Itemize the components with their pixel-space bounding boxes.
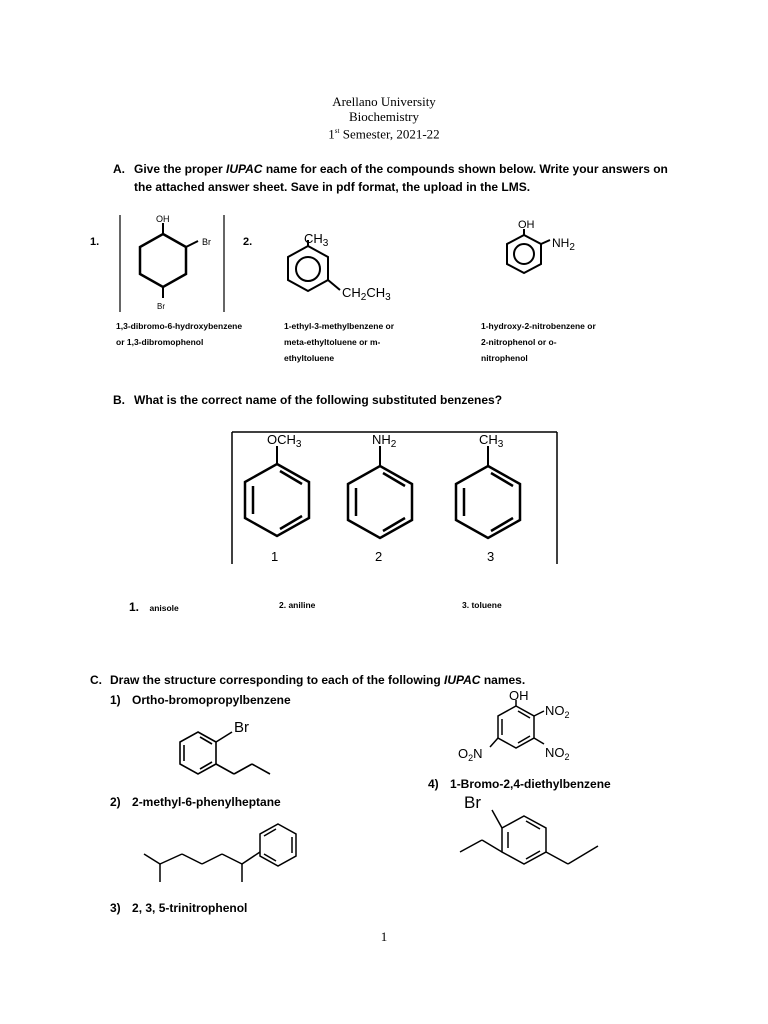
structure-c2	[138, 818, 308, 894]
section-a-text-1: Give the proper	[134, 162, 227, 176]
section-b-letter: B.	[113, 393, 125, 407]
c3-no2-top-label: $NO_2$	[545, 703, 570, 720]
header-course: Biochemistry	[348, 109, 420, 124]
item-c1	[110, 691, 291, 709]
item-c1-num: 1)	[110, 693, 121, 707]
structure-a3	[494, 214, 604, 288]
b2-number: 2	[375, 549, 383, 564]
answer-a3	[481, 318, 596, 366]
item-c3-name: 2, 3, 5-trinitrophenol	[132, 901, 248, 915]
answer-a2-line3: ethyltoluene	[284, 353, 335, 363]
a1-br-right-label: Br	[202, 237, 211, 247]
a2-ch3-label: $CH_3$	[304, 231, 329, 249]
semester-sup: st	[334, 127, 340, 135]
answer-a3-line1: 1-hydroxy-2-nitrobenzene or	[481, 321, 596, 331]
section-b-question: What is the correct name of the following substituted benzenes?	[134, 393, 503, 407]
b1-och3-label: $OCH_3$	[267, 432, 302, 450]
section-a-letter: A.	[113, 162, 125, 176]
b2-nh2-label: $NH_2$	[372, 432, 397, 450]
c3-no2-bottom-label: $NO_2$	[545, 745, 570, 762]
item-c1-name: Ortho-bromopropylbenzene	[132, 693, 291, 707]
section-c-text-1: Draw the structure corresponding to each of the following	[110, 673, 445, 687]
structure-c4	[452, 792, 612, 872]
item-c3-num: 3)	[110, 901, 121, 915]
structure-c3	[454, 690, 594, 776]
item-c2-name: 2-methyl-6-phenylheptane	[132, 795, 281, 809]
section-a-text-line2: the attached answer sheet. Save in pdf format, the upload in the LMS.	[134, 180, 531, 194]
answer-a3-line2: 2-nitrophenol or o-	[481, 337, 557, 347]
header-university: Arellano University	[332, 94, 436, 109]
item-a1-number: 1.	[90, 236, 100, 248]
c1-br-label: Br	[234, 719, 249, 736]
a2-ch2ch3-label: $CH_2CH_3$	[342, 285, 391, 303]
item-c4	[428, 775, 611, 793]
item-c2	[110, 793, 281, 811]
structure-a2	[280, 226, 420, 310]
answer-b3: 3. toluene	[462, 600, 502, 610]
item-a2-number: 2.	[243, 236, 253, 248]
answer-b1	[129, 598, 179, 616]
section-a-text-2: name for each of the compounds shown below. Write your answers on	[262, 162, 668, 176]
section-a-question	[134, 160, 714, 196]
answer-b1-num: 1.	[129, 600, 140, 614]
answer-a2	[284, 318, 394, 366]
b1-number: 1	[271, 549, 279, 564]
item-c3	[110, 899, 247, 917]
c3-o2n-label: $O_2N$	[458, 746, 483, 763]
item-c4-name: 1-Bromo-2,4-diethylbenzene	[450, 777, 611, 791]
a3-oh-label: OH	[518, 219, 535, 231]
header-semester	[0, 124, 768, 141]
answer-b1-text: anisole	[149, 603, 179, 613]
section-c-iupac: IUPAC	[444, 673, 481, 687]
a1-br-bottom-label: Br	[157, 302, 165, 311]
structure-c1	[170, 716, 285, 790]
c4-br-label: Br	[464, 793, 481, 812]
answer-a1-line1: 1,3-dibromo-6-hydroxybenzene	[116, 321, 243, 331]
structure-a1	[118, 212, 228, 314]
section-c-question	[110, 671, 525, 689]
b3-number: 3	[487, 549, 495, 564]
semester-rest: Semester, 2021-22	[342, 126, 440, 142]
page-number: 1	[380, 929, 388, 944]
b3-ch3-label: $CH_3$	[479, 432, 504, 450]
structure-b-panel	[230, 430, 560, 566]
item-c2-num: 2)	[110, 795, 121, 809]
semester-number: 1	[328, 126, 335, 142]
answer-a1-line2: or 1,3-dibromophenol	[116, 337, 204, 347]
a1-oh-label: OH	[156, 214, 170, 224]
c3-oh-label: OH	[509, 690, 529, 703]
section-c-text-2: names.	[480, 673, 526, 687]
item-c4-num: 4)	[428, 777, 439, 791]
answer-a2-line1: 1-ethyl-3-methylbenzene or	[284, 321, 395, 331]
a3-nh2-label: $NH_2$	[552, 236, 575, 253]
section-a-iupac: IUPAC	[226, 162, 263, 176]
answer-b2: 2. aniline	[279, 600, 316, 610]
answer-a3-line3: nitrophenol	[481, 353, 528, 363]
answer-a1	[116, 318, 242, 350]
answer-a2-line2: meta-ethyltoluene or m-	[284, 337, 381, 347]
section-c-letter: C.	[90, 673, 102, 687]
